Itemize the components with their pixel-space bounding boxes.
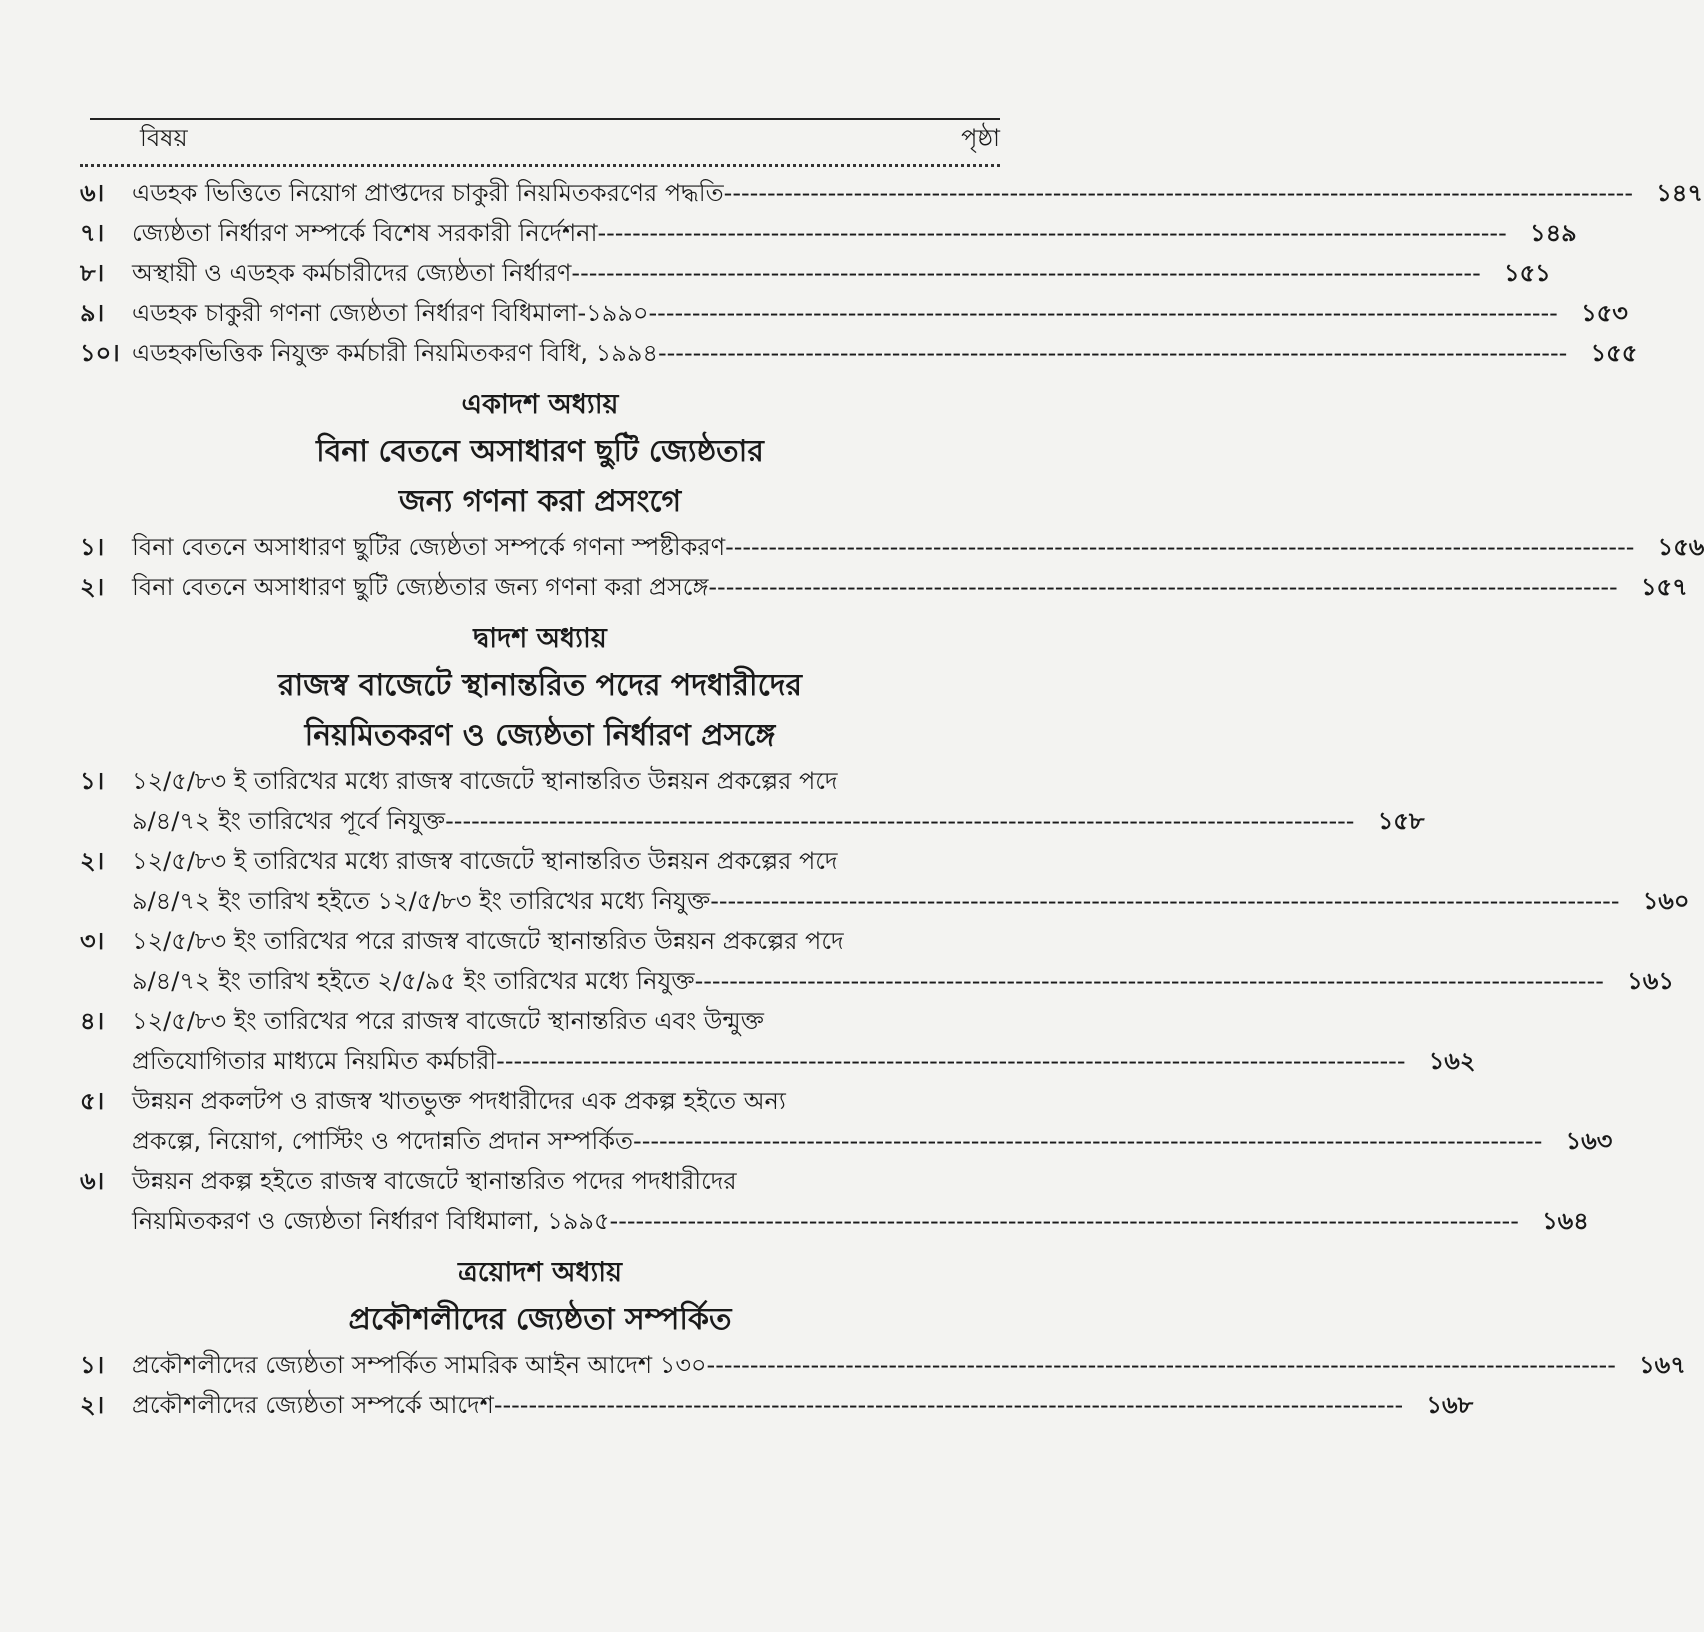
entry-title: এডহক চাকুরী গণনা জ্যেষ্ঠতা নির্ধারণ বিধিমালা-১৯৯০ -----: [132, 293, 1558, 333]
header-page-label: পৃষ্ঠা: [961, 124, 1000, 152]
entry-page: ১৬৪: [1542, 1207, 1589, 1235]
entry-title-line2: ৯/৪/৭২ ইং তারিখ হইতে ১২/৫/৮৩ ইং তারিখের মধ্যে নিযুক্ত -----: [132, 881, 1620, 921]
entry-page: ১৬২: [1428, 1047, 1476, 1075]
chapter-subject: নিয়মিতকরণ ও জ্যেষ্ঠতা নির্ধারণ প্রসঙ্গে: [304, 718, 776, 753]
entry-title-line2: নিয়মিতকরণ ও জ্যেষ্ঠতা নির্ধারণ বিধিমালা, ১৯৯৫ -----: [132, 1201, 1519, 1241]
entry-title-line1: উন্নয়ন প্রকল্প হইতে রাজস্ব বাজেটে স্থানান্তরিত পদের পদধারীদের: [132, 1167, 737, 1195]
entry-title-line1: ১২/৫/৮৩ ইং তারিখের পরে রাজস্ব বাজেটে স্থানান্তরিত এবং উন্মুক্ত: [132, 1007, 764, 1035]
toc-entry: [80, 527, 1704, 567]
entry-page: ১৬৩: [1565, 1127, 1613, 1155]
entry-title-line2: ৯/৪/৭২ ইং তারিখের পূর্বে নিযুক্ত -----: [132, 801, 1354, 841]
entry-title-line2: প্রকল্পে, নিয়োগ, পোস্টিং ও পদোন্নতি প্রদান সম্পর্কিত -----: [132, 1121, 1542, 1161]
entry-title-line1: ১২/৫/৮৩ ই তারিখের মধ্যে রাজস্ব বাজেটে স্থানান্তরিত উন্নয়ন প্রকল্পের পদে: [132, 847, 838, 875]
entry-page: ১৫১: [1504, 259, 1551, 287]
chapter-subject: বিনা বেতনে অসাধারণ ছুটি জ্যেষ্ঠতার: [316, 434, 764, 469]
entry-page: ১৬০: [1642, 887, 1690, 915]
entry-title: বিনা বেতনে অসাধারণ ছুটি জ্যেষ্ঠতার জন্য গণনা করা প্রসঙ্গে -----: [132, 567, 1618, 607]
entry-title: এডহক ভিত্তিতে নিয়োগ প্রাপ্তদের চাকুরী নিয়মিতকরণের পদ্ধতি -----: [132, 173, 1633, 213]
entry-page: ১৫৩: [1581, 299, 1628, 327]
top-rule: [90, 118, 1000, 120]
entry-title-line1: উন্নয়ন প্রকলটপ ও রাজস্ব খাতভুক্ত পদধারীদের এক প্রকল্প হইতে অন্য: [132, 1087, 786, 1115]
chapter-subject: জন্য গণনা করা প্রসংগে: [398, 484, 682, 519]
entry-title-line1: ১২/৫/৮৩ ই তারিখের মধ্যে রাজস্ব বাজেটে স্থানান্তরিত উন্নয়ন প্রকল্পের পদে: [132, 767, 838, 795]
chapter-heading: একাদশ অধ্যায়: [461, 389, 619, 420]
entry-number: ১।: [80, 533, 105, 561]
toc-header: [80, 126, 1000, 164]
toc-entry: [80, 761, 1425, 841]
entry-number: ৯।: [80, 299, 105, 327]
toc-entry: [80, 173, 1703, 213]
toc-section-continued: [80, 173, 1703, 373]
entry-number: ২।: [80, 847, 105, 875]
entry-page: ১৫৭: [1640, 573, 1688, 601]
entry-number: ৩।: [80, 927, 105, 955]
entry-title-line1: ১২/৫/৮৩ ইং তারিখের পরে রাজস্ব বাজেটে স্থানান্তরিত উন্নয়ন প্রকল্পের পদে: [132, 927, 844, 955]
entry-number: ২।: [80, 573, 105, 601]
toc-page: [80, 118, 1704, 1425]
entry-title-line2: প্রতিযোগিতার মাধ্যমে নিয়মিত কর্মচারী -----: [132, 1041, 1406, 1081]
toc-entry: [80, 1385, 1474, 1425]
toc-entry: [80, 567, 1688, 607]
toc-entry: [80, 333, 1638, 373]
toc-entry: [80, 841, 1690, 921]
chapter-heading: দ্বাদশ অধ্যায়: [473, 623, 607, 654]
toc-entry: [80, 213, 1577, 253]
entry-page: ১৬৮: [1426, 1391, 1474, 1419]
entry-page: ১৬৭: [1639, 1351, 1686, 1379]
entry-title: প্রকৌশলীদের জ্যেষ্ঠতা সম্পর্কিত সামরিক আইন আদেশ ১৩০ -----: [132, 1345, 1616, 1385]
toc-entry: [80, 1161, 1589, 1241]
header-rule: [80, 164, 1000, 167]
entry-title: বিনা বেতনে অসাধারণ ছুটির জ্যেষ্ঠতা সম্পর্কে গণনা স্পষ্টীকরণ -----: [132, 527, 1634, 567]
toc-entry: [80, 1081, 1613, 1161]
entry-title: জ্যেষ্ঠতা নির্ধারণ সম্পর্কে বিশেষ সরকারী নির্দেশনা -----: [132, 213, 1507, 253]
entry-number: ১।: [80, 767, 105, 795]
header-subject-label: বিষয়: [140, 124, 188, 152]
entry-number: ৬।: [80, 179, 105, 207]
entry-page: ১৪৯: [1530, 219, 1577, 247]
entry-number: ২।: [80, 1391, 105, 1419]
entry-page: ১৫৮: [1377, 807, 1425, 835]
entry-page: ১৪৭: [1656, 179, 1703, 207]
toc-entry: [80, 1345, 1686, 1385]
entry-page: ১৬১: [1627, 967, 1674, 995]
entry-page: ১৫৫: [1590, 339, 1638, 367]
entry-number: ৭।: [80, 219, 105, 247]
entry-number: ৪।: [80, 1007, 105, 1035]
entry-title: প্রকৌশলীদের জ্যেষ্ঠতা সম্পর্কে আদেশ -----: [132, 1385, 1403, 1425]
entry-number: ৮।: [80, 259, 105, 287]
entry-page: ১৫৬: [1657, 533, 1704, 561]
entry-title-line2: ৯/৪/৭২ ইং তারিখ হইতে ২/৫/৯৫ ইং তারিখের মধ্যে নিযুক্ত -----: [132, 961, 1604, 1001]
toc-entry: [80, 1001, 1476, 1081]
chapter-heading: ত্রয়োদশ অধ্যায়: [457, 1257, 623, 1288]
toc-entry: [80, 253, 1551, 293]
chapter-subject: রাজস্ব বাজেটে স্থানান্তরিত পদের পদধারীদের: [278, 668, 802, 703]
toc-entry: [80, 921, 1674, 1001]
entry-title: এডহকভিত্তিক নিযুক্ত কর্মচারী নিয়মিতকরণ বিধি, ১৯৯৪ -----: [132, 333, 1567, 373]
toc-entry: [80, 293, 1628, 333]
entry-title: অস্থায়ী ও এডহক কর্মচারীদের জ্যেষ্ঠতা নির্ধারণ -----: [132, 253, 1481, 293]
chapter-subject: প্রকৌশলীদের জ্যেষ্ঠতা সম্পর্কিত: [348, 1302, 732, 1337]
entry-number: ১০।: [80, 339, 120, 367]
entry-number: ৬।: [80, 1167, 105, 1195]
entry-number: ১।: [80, 1351, 105, 1379]
entry-number: ৫।: [80, 1087, 105, 1115]
